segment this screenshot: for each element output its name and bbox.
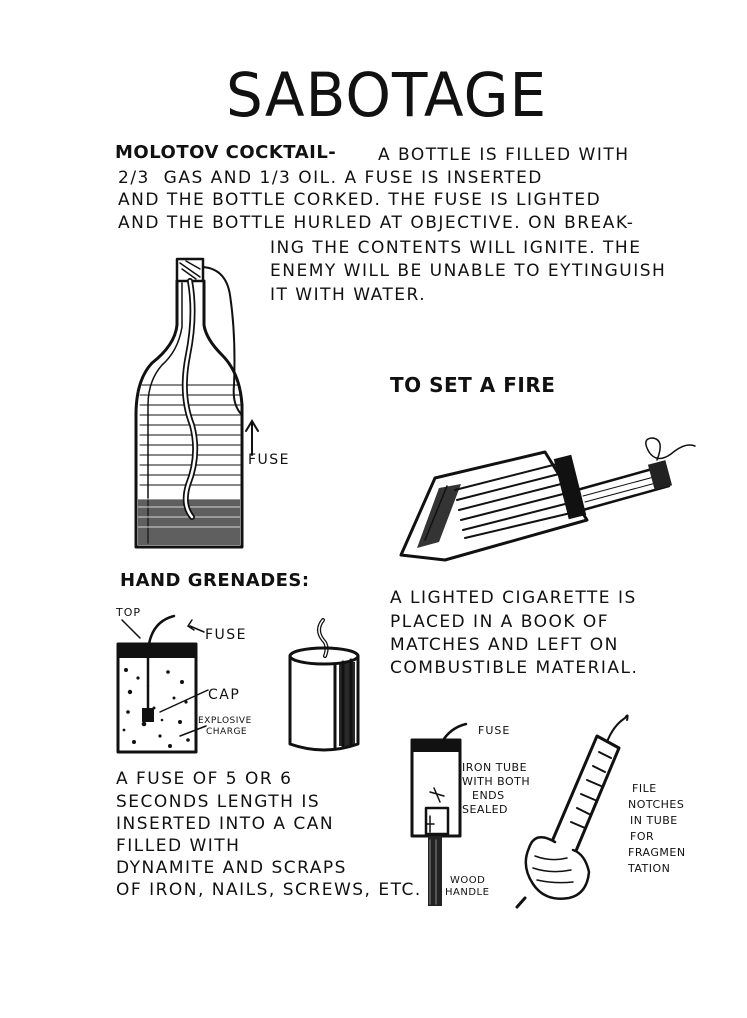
grenade-line-2: SECONDS LENGTH IS [116, 792, 321, 812]
fire-line-3: MATCHES AND LEFT ON [390, 635, 619, 655]
pipe-tube-label-4: SEALED [462, 803, 509, 816]
pipe-fuse-label: FUSE [478, 724, 511, 737]
fire-line-4: COMBUSTIBLE MATERIAL. [390, 658, 639, 678]
fire-line-1: A LIGHTED CIGARETTE IS [390, 588, 637, 608]
grenade-can-diagram [110, 612, 210, 757]
notch-label-6: TATION [628, 862, 671, 875]
grenade-line-5: DYNAMITE AND SCRAPS [116, 858, 347, 878]
molotov-line-4: AND THE BOTTLE HURLED AT OBJECTIVE. ON BREAK- [118, 213, 635, 233]
notch-label-4: FOR [630, 830, 655, 843]
molotov-line-3: AND THE BOTTLE CORKED. THE FUSE IS LIGHTED [118, 190, 602, 210]
fire-line-2: PLACED IN A BOOK OF [390, 612, 610, 632]
molotov-line-1: A BOTTLE IS FILLED WITH [378, 145, 630, 165]
molotov-line-6: ENEMY WILL BE UNABLE TO EYTINGUISH [270, 261, 667, 281]
grenade-line-6: OF IRON, NAILS, SCREWS, ETC. [116, 880, 422, 900]
molotov-heading: MOLOTOV COCKTAIL- [115, 142, 337, 163]
notch-label-3: IN TUBE [630, 814, 678, 827]
molotov-bottle-illustration [130, 255, 260, 555]
grenade-line-1: A FUSE OF 5 OR 6 [116, 769, 293, 789]
notch-label-2: NOTCHES [628, 798, 685, 811]
pipe-tube-label-2: WITH BOTH [462, 775, 531, 788]
grenade-can-exterior [285, 612, 365, 762]
pipe-handle-label-1: WOOD [450, 875, 486, 886]
grenade-cap-label: CAP [208, 687, 241, 703]
grenade-line-3: INSERTED INTO A CAN [116, 814, 335, 834]
grenade-fuse-label: FUSE [205, 627, 248, 643]
molotov-line-5: ING THE CONTENTS WILL IGNITE. THE [270, 238, 642, 258]
pipe-tube-label-3: ENDS [472, 789, 505, 802]
notch-label-1: FILE [632, 782, 657, 795]
matchbook-cigarette-illustration [395, 430, 695, 570]
grenade-line-4: FILLED WITH [116, 836, 241, 856]
molotov-fuse-label: FUSE [248, 452, 291, 468]
page-title: SABOTAGE [226, 59, 548, 131]
grenade-charge-label-1: EXPLOSIVE [198, 716, 252, 726]
molotov-line-7: IT WITH WATER. [270, 285, 427, 305]
pipe-handle-label-2: HANDLE [445, 887, 490, 898]
grenade-top-label: TOP [116, 606, 142, 619]
grenades-heading: HAND GRENADES: [120, 570, 310, 591]
grenade-charge-label-2: CHARGE [206, 727, 248, 737]
pipe-tube-label-1: IRON TUBE [462, 761, 528, 774]
molotov-line-2: 2/3 GAS AND 1/3 OIL. A FUSE IS INSERTED [118, 168, 543, 188]
fire-heading: TO SET A FIRE [390, 373, 556, 397]
notched-tube-hand-illustration [515, 712, 630, 907]
notch-label-5: FRAGMEN [628, 846, 686, 859]
